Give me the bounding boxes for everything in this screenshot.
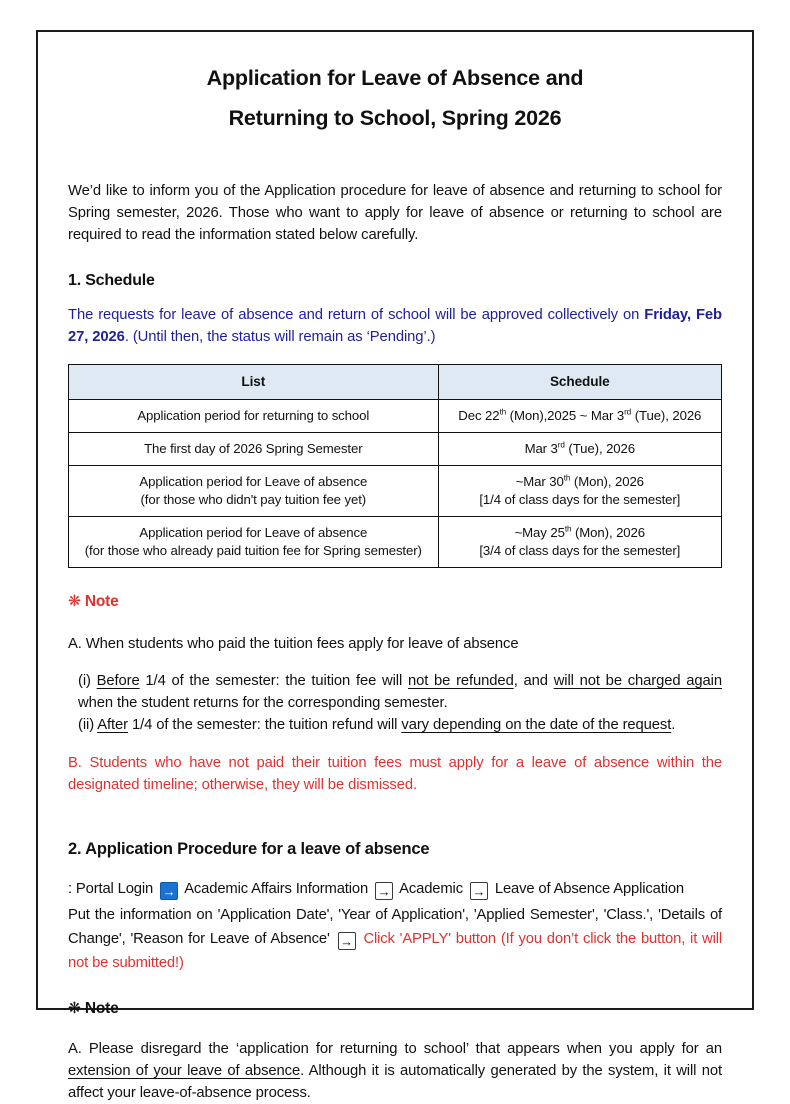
procedure-path: : Portal Login → Academic Affairs Information → Academic → Leave of Absence Application [68,880,684,899]
table-row [69,433,722,466]
column-header-schedule: Schedule [438,365,721,400]
table-row [69,400,722,433]
page-title-line1: Application for Leave of Absence and [206,66,584,90]
arrow-white-icon: → [338,932,356,950]
table-cell-list: Application period for Leave of absence (for those who didn't pay tuition fee yet) [69,466,439,517]
table-cell-list: Application period for returning to school [69,400,439,433]
table-cell-schedule: ~Mar 30th (Mon), 2026 [1/4 of class days for the semester] [438,466,721,517]
table-cell-schedule: ~May 25th (Mon), 2026 [3/4 of class days for the semester] [438,517,721,568]
table-row [69,517,722,568]
approval-notice: The requests for leave of absence and return of school will be approved collectively on Friday, Feb 27, 2026. (Until then, the status will remain as ‘Pending’.) [68,307,722,345]
section2-heading: 2. Application Procedure for a leave of absence [68,839,430,858]
section1-heading: 1. Schedule [68,272,155,289]
note-a-text: A. When students who paid the tuition fees apply for leave of absence [68,636,519,652]
arrow-blue-icon: → [160,882,178,900]
table-cell-schedule: Dec 22th (Mon),2025 ~ Mar 3rd (Tue), 2026 [438,400,721,433]
document-page [36,30,754,1101]
column-header-list: List [69,365,439,400]
note-a-item-ii: (ii) After 1/4 of the semester: the tuition refund will vary depending on the date of the request. [78,716,676,733]
note-2a-text: A. Please disregard the ‘application for returning to school’ that appears when you apply for an extension of your leave of absence. Although it is automatically generated by the system, it will not affect your leave-of-absence process. [68,1040,723,1101]
note-b-text: B. Students who have not paid their tuition fees must apply for a leave of absence within the designated timeline; otherwise, they will be dismissed. [68,754,722,793]
arrow-white-icon: → [470,882,488,900]
arrow-white-icon: → [375,882,393,900]
table-cell-schedule: Mar 3rd (Tue), 2026 [438,433,721,466]
note-label-1: ❋ Note [68,593,119,610]
page-title-line2: Returning to School, Spring 2026 [228,106,562,130]
note-a-item-i: (i) Before 1/4 of the semester: the tuition fee will not be refunded, and will not be charged again when the student returns for the corresponding semester. [78,672,723,711]
procedure-details: Put the information on 'Application Date', 'Year of Application', 'Applied Semester', 'Class.', 'Details of Change', 'Reason for Leave of Absence' → Click 'APPLY' button (If you don’t click the button, it will not be submitted!) [68,906,722,971]
note-a-subitems [68,670,722,736]
table-row [69,466,722,517]
table-cell-list: The first day of 2026 Spring Semester [69,433,439,466]
intro-paragraph: We’d like to inform you of the Application procedure for leave of absence and returning to school for Spring semester, 2026. Those who want to apply for leave of absence or returning to school are required to read the information stated below carefully. [68,183,722,243]
schedule-table [68,364,722,568]
table-header-row [69,365,722,400]
page-title [68,58,722,138]
note-label-2: ❋ Note [68,999,119,1017]
table-cell-list: Application period for Leave of absence (for those who already paid tuition fee for Spring semester) [69,517,439,568]
